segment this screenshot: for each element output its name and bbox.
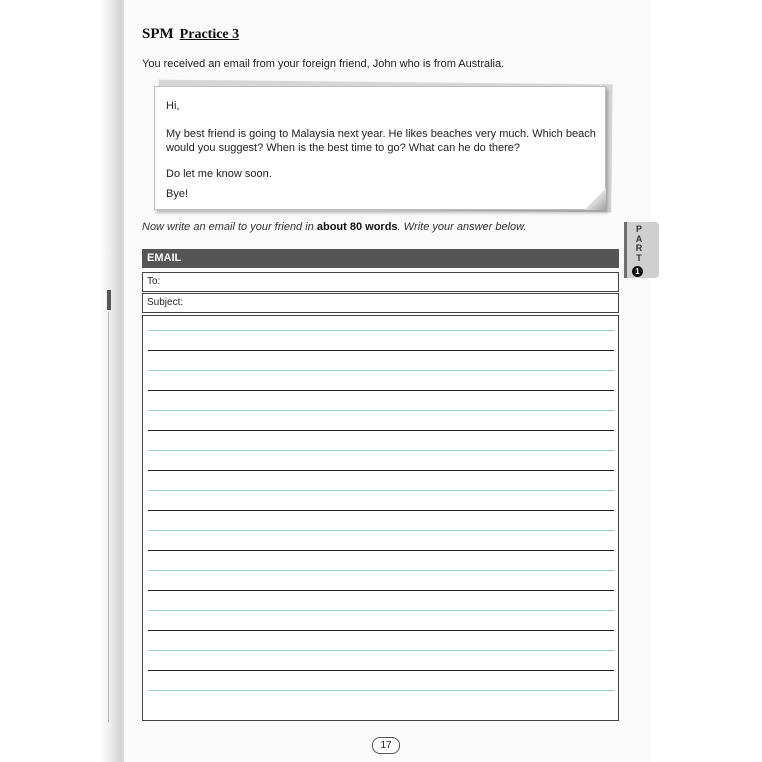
spm-label: SPM	[142, 26, 174, 42]
writing-line	[148, 570, 614, 571]
intro-text: You received an email from your foreign friend, John who is from Australia.	[142, 58, 505, 70]
writing-line	[148, 630, 614, 631]
subject-label: Subject:	[147, 297, 184, 308]
part-tab	[624, 222, 659, 278]
answer-writing-area[interactable]	[142, 315, 619, 721]
instruction-part-1: Now write an email to your friend in	[142, 221, 317, 233]
instruction-part-2: . Write your answer below.	[397, 221, 527, 233]
writing-line	[148, 550, 614, 551]
subject-field[interactable]	[142, 293, 619, 313]
instruction-word-count: about 80 words	[316, 221, 398, 233]
instruction-text	[142, 221, 527, 233]
writing-line	[148, 510, 614, 511]
received-email-note	[154, 86, 606, 210]
prev-page-edge-line	[108, 312, 109, 722]
writing-line	[148, 330, 614, 331]
worksheet-heading	[142, 26, 239, 43]
part-tab-label: P A R T	[635, 224, 643, 263]
part-tab-number: 1	[632, 266, 643, 277]
writing-line	[148, 450, 614, 451]
writing-line	[148, 370, 614, 371]
writing-line	[148, 410, 614, 411]
email-request: Do let me know soon.	[166, 168, 272, 180]
to-label: To:	[147, 276, 161, 287]
email-closing: Bye!	[166, 188, 189, 200]
writing-line	[148, 590, 614, 591]
page-number: 17	[372, 737, 400, 754]
practice-title: Practice 3	[179, 27, 240, 42]
writing-line	[148, 650, 614, 651]
to-field[interactable]	[142, 272, 619, 292]
email-form-header: EMAIL	[142, 249, 619, 268]
prev-page-edge-mark	[107, 290, 111, 310]
writing-line	[148, 610, 614, 611]
writing-line	[148, 470, 614, 471]
writing-line	[148, 690, 614, 691]
writing-line	[148, 350, 614, 351]
writing-line	[148, 490, 614, 491]
writing-line	[148, 530, 614, 531]
writing-line	[148, 430, 614, 431]
email-greeting: Hi,	[166, 100, 180, 112]
email-body: My best friend is going to Malaysia next year. He likes beaches very much. Which beach would you suggest? When is the best time to go? What can he do there?	[166, 128, 596, 154]
writing-line	[148, 670, 614, 671]
writing-line	[148, 390, 614, 391]
